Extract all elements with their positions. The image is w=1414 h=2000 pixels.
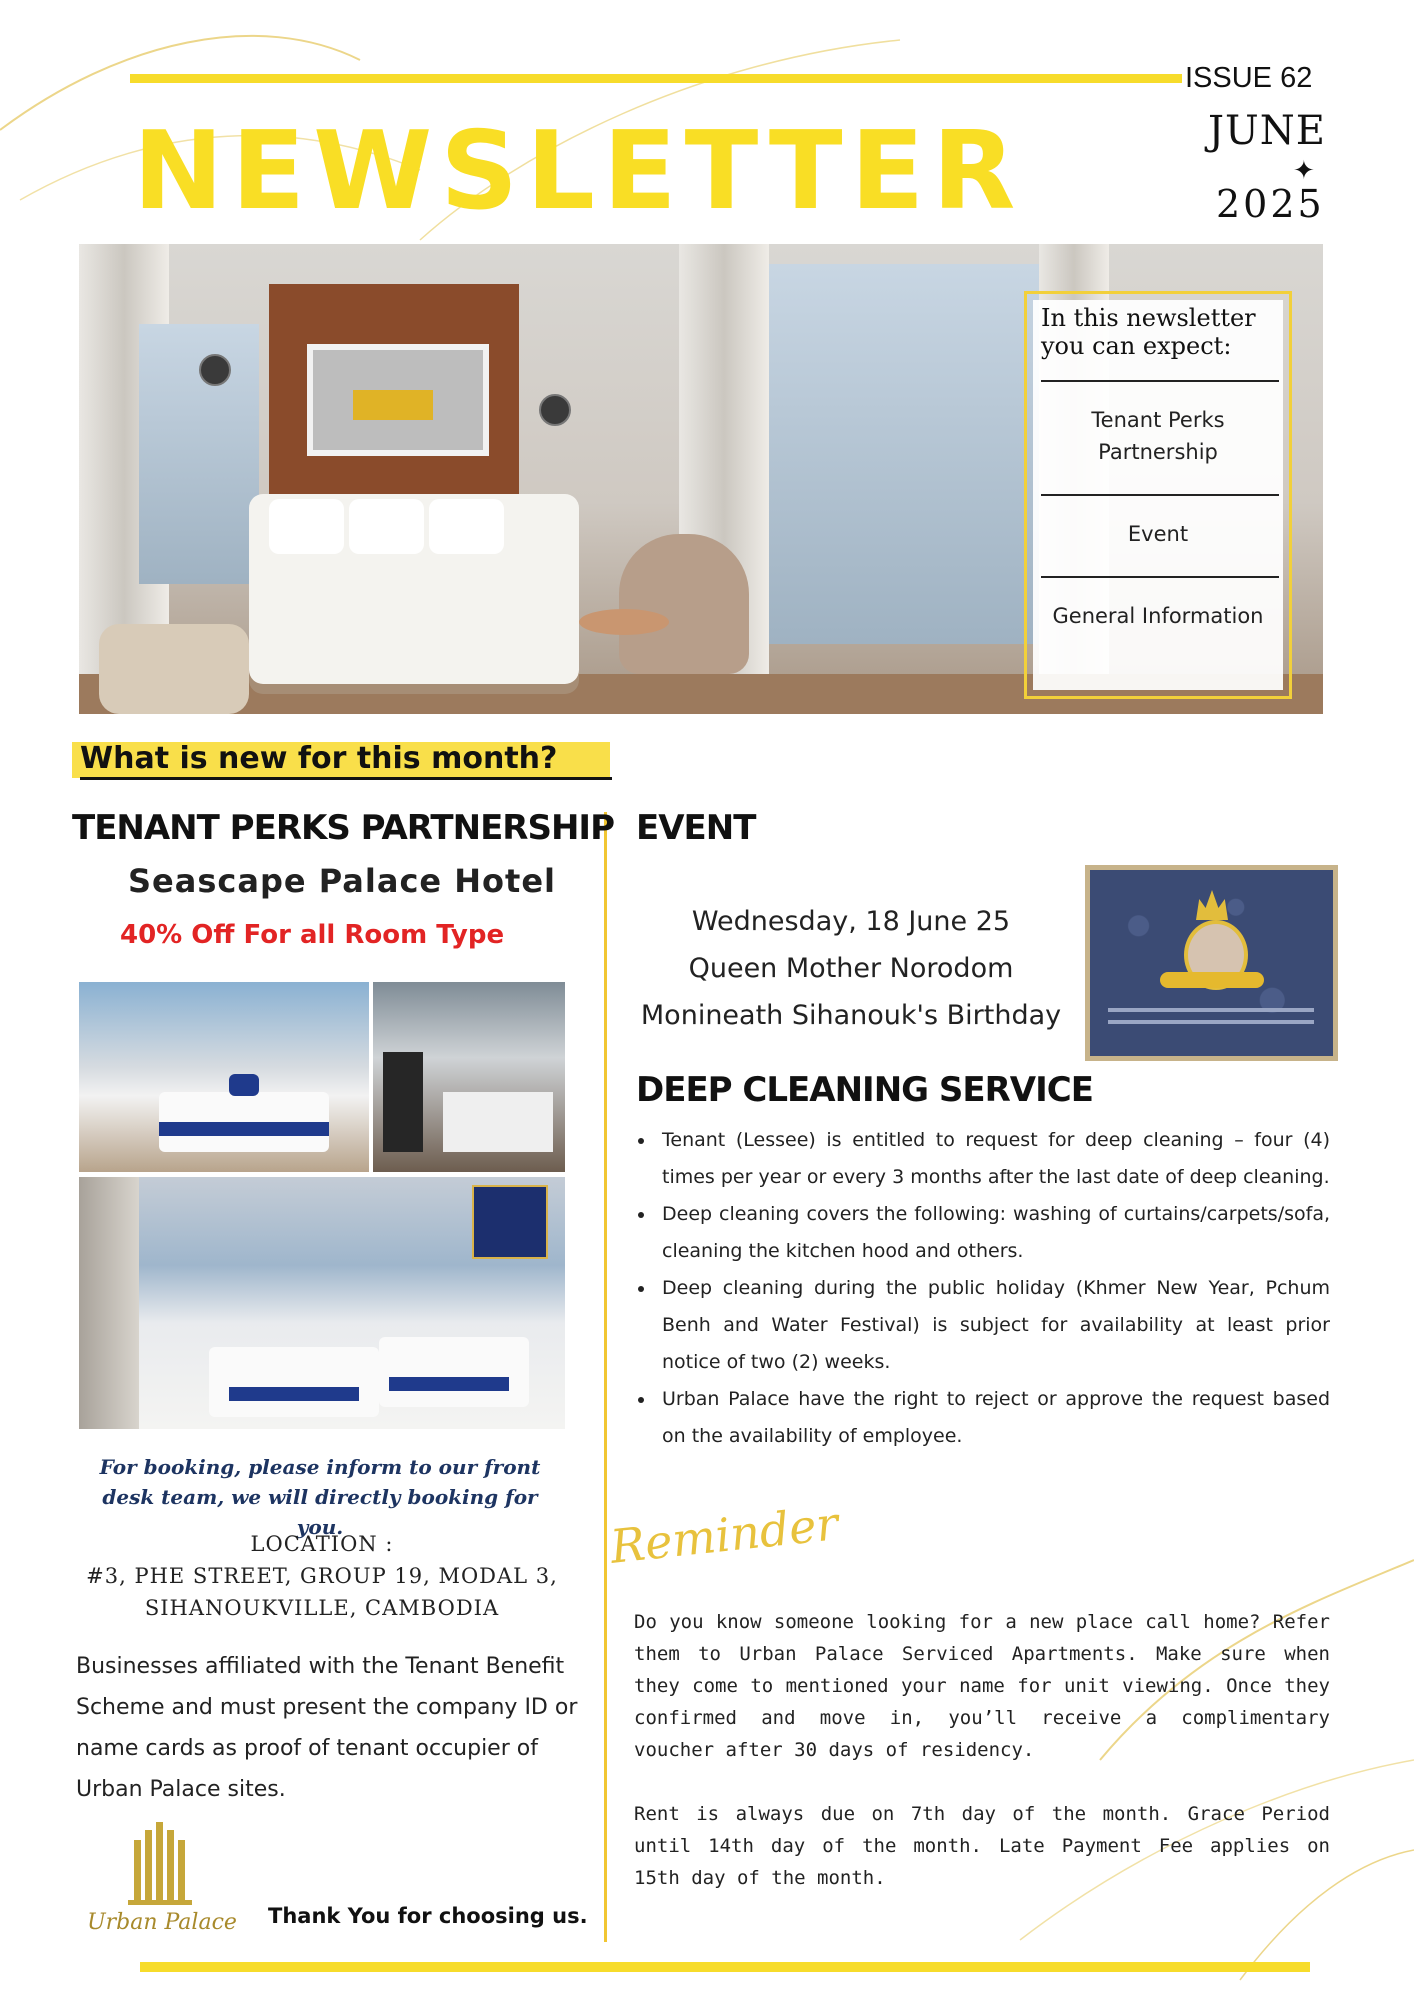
issue-number: ISSUE 62 — [1185, 62, 1313, 94]
hotel-photo-bedroom — [79, 982, 369, 1172]
rent-text: Rent is always due on 7th day of the month. Grace Period until 14th day of the month. Late Payment Fee applies on 15th day of the month. — [634, 1803, 1330, 1889]
location-line-1: #3, PHE STREET, GROUP 19, MODAL 3, — [86, 1564, 558, 1588]
issue-year: 2025 — [1216, 182, 1325, 226]
issue-month: JUNE — [1208, 108, 1326, 154]
logo-building-icon — [82, 1818, 242, 1908]
hotel-photo-kitchen — [373, 982, 565, 1172]
newsletter-title: NEWSLETTER — [133, 109, 1024, 234]
event-details — [620, 898, 1082, 1039]
toc-divider — [1041, 494, 1279, 496]
sparkle-icon: ✦ — [1293, 156, 1315, 186]
toc-item-event: Event — [1127, 522, 1189, 546]
referral-text: Do you know someone looking for a new place call home? Refer them to Urban Palace Serviced Apartments. Make sure when they come to mentioned your name for unit viewing. Once they confirmed and move in, you’ll receive a complimentary voucher after 30 days of residency. — [634, 1611, 1330, 1761]
hotel-brand-card — [472, 1185, 548, 1259]
section-heading: What is new for this month? — [80, 741, 558, 776]
location-block — [72, 1528, 572, 1624]
cleaning-item: • Deep cleaning covers the following: washing of curtains/carpets/sofa, cleaning the kitchen hood and others. — [656, 1196, 1330, 1270]
offer-text: 40% Off For all Room Type — [120, 920, 505, 950]
hotel-name: Seascape Palace Hotel — [128, 862, 556, 900]
urban-palace-logo — [82, 1818, 242, 1948]
reminder-label: Reminder — [607, 1496, 841, 1574]
section-underline — [80, 777, 612, 780]
toc-divider — [1041, 576, 1279, 578]
eligibility-text: Businesses affiliated with the Tenant Benefit Scheme and must present the company ID or name cards as proof of tenant occupier of Urban Palace sites. — [76, 1654, 578, 1802]
event-date: Wednesday, 18 June 25 — [691, 906, 1011, 937]
toc-item-general-info: General Information — [1052, 604, 1264, 628]
cleaning-heading: DEEP CLEANING SERVICE — [636, 1070, 1093, 1110]
toc-box — [1033, 300, 1283, 690]
column-divider — [604, 812, 607, 1942]
event-title-line-1: Queen Mother Norodom — [688, 953, 1014, 984]
cleaning-item: • Tenant (Lessee) is entitled to request for deep cleaning – four (4) times per year or every 3 months after the last date of deep cleaning. — [656, 1122, 1330, 1196]
event-heading: EVENT — [636, 808, 756, 848]
cleaning-item: • Urban Palace have the right to reject or approve the request based on the availability of employee. — [656, 1381, 1330, 1455]
cleaning-item: • Deep cleaning during the public holiday (Khmer New Year, Pchum Benh and Water Festival) is subject for availability at least prior notice of two (2) weeks. — [656, 1270, 1330, 1381]
perks-heading: TENANT PERKS PARTNERSHIP — [72, 808, 614, 848]
logo-wordmark: Urban Palace — [87, 1910, 237, 1935]
booking-note: For booking, please inform to our front desk team, we will directly booking for you. — [99, 1455, 541, 1539]
toc-divider — [1041, 380, 1279, 382]
thank-you-note: Thank You for choosing us. — [268, 1904, 588, 1928]
location-label: LOCATION : — [250, 1532, 394, 1556]
toc-item-tenant-perks: Tenant Perks Partnership — [1091, 408, 1225, 464]
location-line-2: SIHANOUKVILLE, CAMBODIA — [144, 1596, 500, 1620]
header-rule — [130, 74, 1182, 83]
cleaning-list — [636, 1122, 1330, 1455]
event-title-line-2: Monineath Sihanouk's Birthday — [640, 1000, 1062, 1031]
toc-heading: In this newsletter you can expect: — [1041, 304, 1256, 360]
event-portrait-card — [1085, 865, 1338, 1061]
footer-rule — [140, 1962, 1310, 1972]
